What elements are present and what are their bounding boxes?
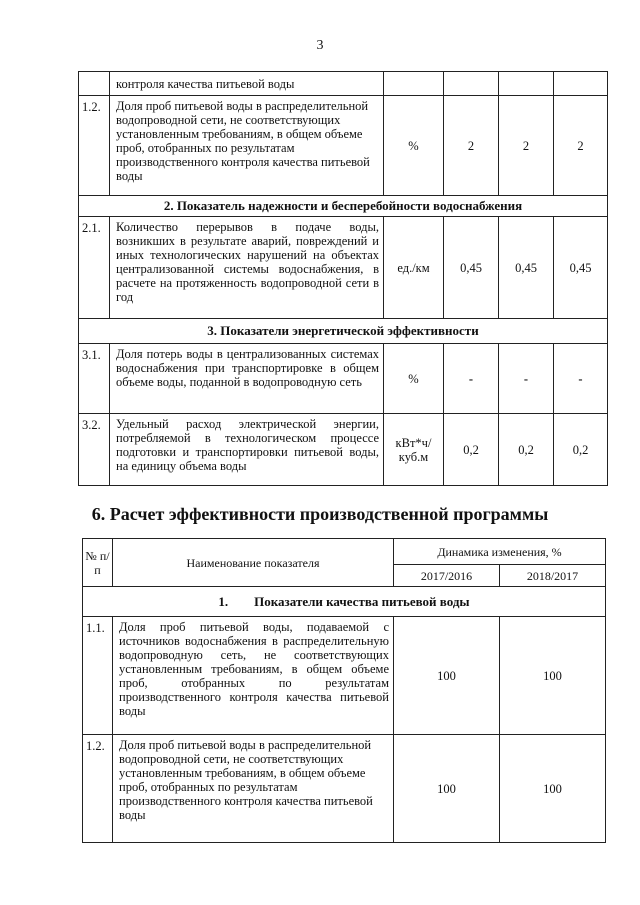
header-name: Наименование показателя <box>113 539 394 587</box>
row-number: 1.2. <box>79 96 110 196</box>
row-description: контроля качества питьевой воды <box>110 72 384 96</box>
table-row <box>79 217 608 319</box>
row-number: 1.2. <box>83 735 113 843</box>
row-value: - <box>499 344 554 414</box>
row-value: 0,45 <box>499 217 554 319</box>
efficiency-table <box>82 538 606 843</box>
header-year: 2018/2017 <box>500 565 606 587</box>
row-value: 2 <box>499 96 554 196</box>
section-row <box>83 587 606 617</box>
row-unit: кВт*ч/ куб.м <box>384 414 444 486</box>
row-description: Доля потерь воды в централизованных системах водоснабжения при транспортировке в общем объеме воды, поданной в водопроводную сеть <box>110 344 384 414</box>
row-value: 100 <box>394 617 500 735</box>
row-value: 0,2 <box>554 414 608 486</box>
row-value: 100 <box>500 617 606 735</box>
indicators-table <box>78 71 608 486</box>
table-cell <box>499 72 554 96</box>
row-value: 2 <box>554 96 608 196</box>
header-year: 2017/2016 <box>394 565 500 587</box>
table-row <box>83 617 606 735</box>
row-value: 100 <box>500 735 606 843</box>
header-row <box>83 539 606 565</box>
row-value: - <box>444 344 499 414</box>
table-cell <box>554 72 608 96</box>
header-number: № п/п <box>83 539 113 587</box>
section-number: 1. <box>218 593 229 609</box>
row-value: 0,2 <box>499 414 554 486</box>
header-dynamics: Динамика изменения, % <box>394 539 606 565</box>
row-description: Доля проб питьевой воды в распределительной водопроводной сети, не соответствующих установленным требованиям, в общем объеме проб, отобранных по результатам производственного контроля качества питьевой воды <box>110 96 384 196</box>
row-value: - <box>554 344 608 414</box>
row-value: 2 <box>444 96 499 196</box>
row-number: 1.1. <box>83 617 113 735</box>
section-heading: 6. Расчет эффективности производственной программы <box>91 504 549 524</box>
table-row <box>79 414 608 486</box>
row-description: Количество перерывов в подаче воды, возникших в результате аварий, повреждений и иных технологических нарушений на объектах централизованной системы водоснабжения, в расчете на протяженность водопроводной сети в год <box>110 217 384 319</box>
row-description: Удельный расход электрической энергии, потребляемой в технологическом процессе подготовки и транспортировки питьевой воды, на единицу объема воды <box>110 414 384 486</box>
row-unit: ед./км <box>384 217 444 319</box>
section-row <box>79 196 608 217</box>
row-unit: % <box>384 344 444 414</box>
table-row <box>79 72 608 96</box>
row-value: 0,2 <box>444 414 499 486</box>
table-cell <box>444 72 499 96</box>
row-description: Доля проб питьевой воды, подаваемой с источников водоснабжения в распределительную водопроводную сеть, не соответствующих установленным требованиям, в общем объеме проб, отобранных по результатам производственного контроля качества питьевой воды <box>113 617 394 735</box>
section-label: Показатели качества питьевой воды <box>254 593 470 609</box>
section-title: 3. Показатели энергетической эффективности <box>79 319 608 344</box>
section-title: 2. Показатель надежности и бесперебойности водоснабжения <box>79 196 608 217</box>
row-unit: % <box>384 96 444 196</box>
section-row <box>79 319 608 344</box>
table-cell <box>79 72 110 96</box>
table-row <box>83 735 606 843</box>
table-cell <box>384 72 444 96</box>
row-value: 0,45 <box>444 217 499 319</box>
row-number: 3.1. <box>79 344 110 414</box>
row-number: 2.1. <box>79 217 110 319</box>
section-title <box>83 587 606 617</box>
table-row <box>79 344 608 414</box>
page-number: 3 <box>316 38 324 53</box>
row-value: 100 <box>394 735 500 843</box>
row-description: Доля проб питьевой воды в распределительной водопроводной сети, не соответствующих установленным требованиям, в общем объеме проб, отобранных по результатам производственного контроля качества питьевой воды <box>113 735 394 843</box>
row-number: 3.2. <box>79 414 110 486</box>
table-row <box>79 96 608 196</box>
row-value: 0,45 <box>554 217 608 319</box>
